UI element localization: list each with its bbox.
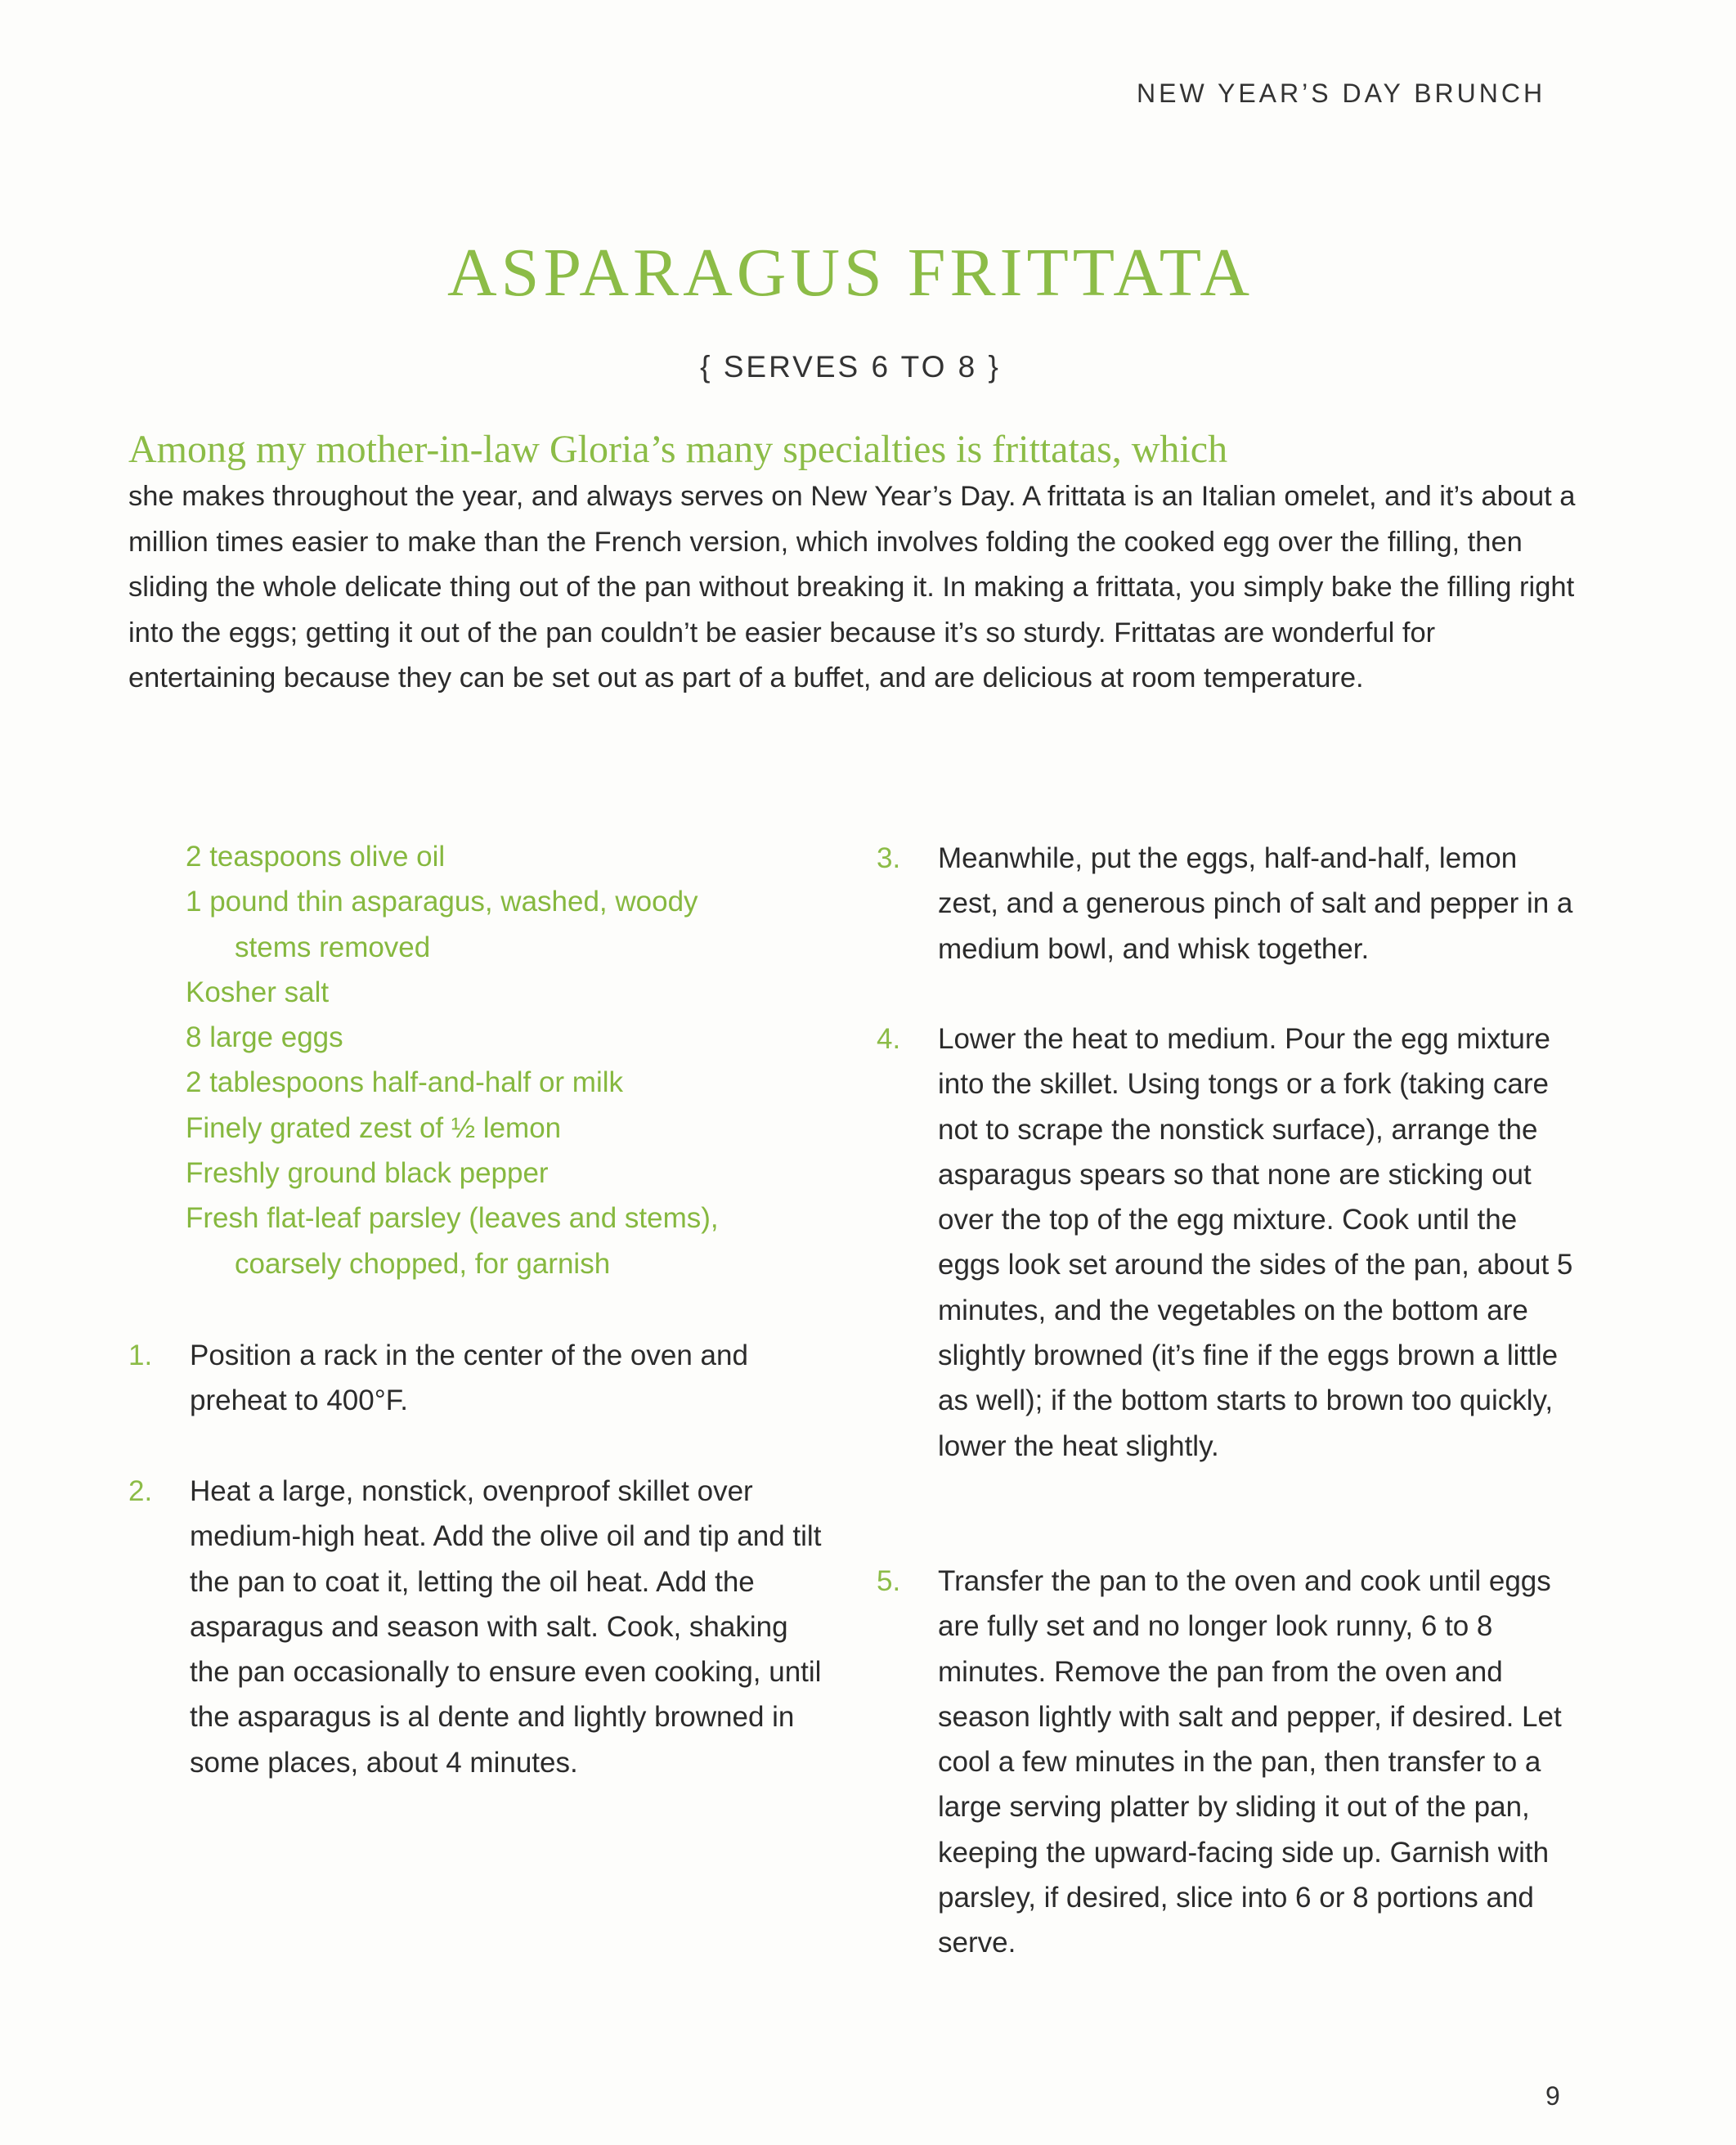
intro-lead: Among my mother-in-law Gloria’s many specialties is frittatas, which: [128, 428, 1228, 471]
step-5: [877, 1559, 1580, 1966]
step-3: [877, 836, 1580, 972]
serves-note: { SERVES 6 TO 8 }: [700, 350, 1001, 384]
ingredient-item: 8 large eggs: [186, 1021, 343, 1054]
ingredient-item: 1 pound thin asparagus, washed, woody stems removed: [186, 886, 698, 963]
ingredient-list: [186, 834, 823, 1286]
intro-body: she makes throughout the year, and always serves on New Year’s Day. A frittata is an Italian omelet, and it’s about a million times easier to make than the French version, which involves folding the cooked egg over the filling, then sliding the whole delicate thing out of the pan without breaking it. In making a frittata, you simply bake the filling right into the eggs; getting it out of the pan couldn’t be easier because it’s so sturdy. Frittatas are wonderful for entertaining because they can be set out as part of a buffet, and are delicious at room temperature.: [128, 481, 1576, 693]
ingredient-item: Fresh flat-leaf parsley (leaves and stems), coarsely chopped, for garnish: [186, 1202, 719, 1280]
page-number: 9: [1545, 2081, 1560, 2111]
step-text: Meanwhile, put the eggs, half-and-half, lemon zest, and a generous pinch of salt and pepper in a medium bowl, and whisk together.: [938, 842, 1573, 965]
step-number: 1.: [128, 1340, 153, 1371]
ingredient-item: Freshly ground black pepper: [186, 1157, 549, 1190]
ingredient-item: 2 teaspoons olive oil: [186, 841, 446, 873]
step-number: 3.: [877, 842, 901, 874]
intro-paragraph: [128, 425, 1580, 702]
step-2: [128, 1469, 823, 1785]
step-number: 2.: [128, 1475, 153, 1507]
step-number: 4.: [877, 1023, 901, 1055]
step-4: [877, 1016, 1580, 1469]
step-number: 5.: [877, 1565, 901, 1597]
running-head: NEW YEAR’S DAY BRUNCH: [1137, 79, 1546, 108]
ingredient-item: Kosher salt: [186, 976, 330, 1008]
step-text: Lower the heat to medium. Pour the egg mixture into the skillet. Using tongs or a fork (taking care not to scrape the nonstick surface), arrange the asparagus spears so that none are sticking out over the top of the egg mixture. Cook until the eggs look set around the sides of the pan, about 5 minutes, and the vegetables on the bottom are slightly browned (it’s fine if the eggs brown a little as well); if the bottom starts to brown too quickly, lower the heat slightly.: [938, 1023, 1573, 1462]
step-text: Transfer the pan to the oven and cook until eggs are fully set and no longer look runny, 6 to 8 minutes. Remove the pan from the oven and season lightly with salt and pepper, if desired. Let cool a few minutes in the pan, then transfer to a large serving platter by sliding it out of the pan, keeping the upward-facing side up. Garnish with parsley, if desired, slice into 6 or 8 portions and serve.: [938, 1565, 1562, 1959]
step-1: [128, 1333, 823, 1424]
step-text: Heat a large, nonstick, ovenproof skillet over medium-high heat. Add the olive oil and tip and tilt the pan to coat it, letting the oil heat. Add the asparagus and season with salt. Cook, shaking the pan occasionally to ensure even cooking, until the asparagus is al dente and lightly browned in some places, about 4 minutes.: [190, 1475, 822, 1779]
ingredient-item: 2 tablespoons half-and-half or milk: [186, 1066, 624, 1099]
ingredient-item: Finely grated zest of ½ lemon: [186, 1111, 562, 1144]
recipe-title: ASPARAGUS FRITTATA: [447, 235, 1254, 311]
step-text: Position a rack in the center of the oven and preheat to 400°F.: [190, 1340, 748, 1417]
